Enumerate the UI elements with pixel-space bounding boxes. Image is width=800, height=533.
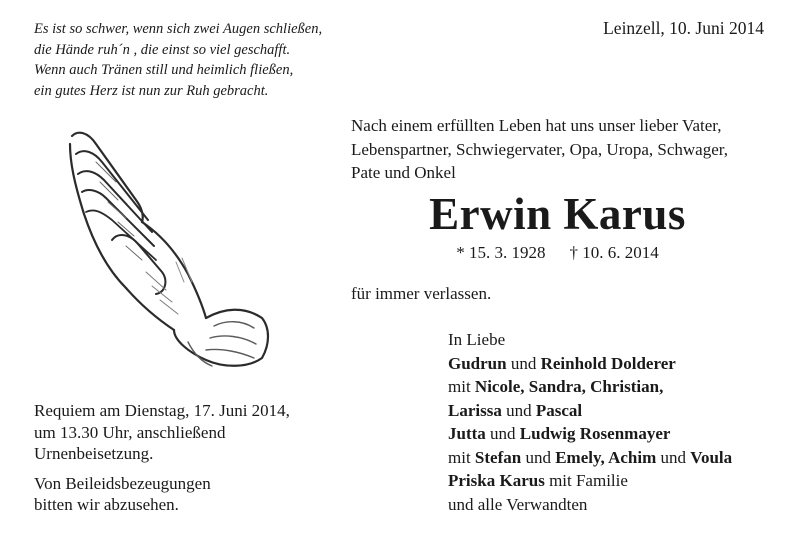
mourner-name: Emely, Achim <box>555 447 657 467</box>
mourner-line <box>448 422 788 446</box>
poem-line: ein gutes Herz ist nun zur Ruh gebracht. <box>34 82 269 99</box>
left-us-text: für immer verlassen. <box>351 284 492 303</box>
mourner-name: Pascal <box>535 400 583 420</box>
connector: und <box>656 447 691 467</box>
mourner-name: Stefan <box>474 447 522 467</box>
birth-date: * 15. 3. 1928 <box>456 243 546 262</box>
intro-text <box>351 114 781 185</box>
mourner-line <box>448 399 788 423</box>
mourner-name: Gudrun <box>448 353 507 373</box>
mourner-name: Nicole, Sandra, Christian, <box>474 377 664 396</box>
mourner-line <box>448 352 788 376</box>
mourners-list <box>448 328 788 516</box>
mourner-name: Reinhold Dolderer <box>540 353 676 373</box>
mourner-line <box>448 375 788 399</box>
poem <box>34 19 374 101</box>
connector: mit <box>448 447 475 467</box>
condolence-line: Von Beileidsbezeugungen <box>34 473 211 493</box>
condolence-line: bitten wir abzusehen. <box>34 495 179 514</box>
mourner-name: Ludwig Rosenmayer <box>519 424 671 443</box>
connector: und <box>501 400 536 420</box>
mourner-name: Jutta <box>448 424 486 443</box>
intro-line: Nach einem erfüllten Leben hat uns unser lieber Vater, <box>351 116 722 135</box>
spacer <box>34 465 344 473</box>
intro-line: Lebenspartner, Schwiegervater, Opa, Uropa, Schwager, <box>351 139 728 159</box>
mourner-name: Priska Karus <box>448 471 545 490</box>
mourner-name: Larissa <box>448 400 502 420</box>
intro-line: Pate und Onkel <box>351 163 456 182</box>
mourners-heading: In Liebe <box>448 330 506 349</box>
life-dates <box>351 243 764 263</box>
poem-line: Wenn auch Tränen still und heimlich fließen, <box>34 62 294 78</box>
mourner-line: und alle Verwandten <box>448 494 588 514</box>
connector: und <box>485 424 520 443</box>
praying-hands-icon <box>56 122 276 372</box>
requiem-line: Urnenbeisetzung. <box>34 444 154 463</box>
connector: und <box>521 447 556 467</box>
requiem-line: um 13.30 Uhr, anschließend <box>34 422 226 442</box>
mourner-line <box>448 469 788 493</box>
connector: mit <box>448 377 475 396</box>
mourner-line <box>448 446 788 470</box>
poem-line: Es ist so schwer, wenn sich zwei Augen schließen, <box>34 21 323 37</box>
connector: mit Familie <box>544 471 628 490</box>
poem-line: die Hände ruh´n , die einst so viel geschafft. <box>34 41 291 58</box>
place-date: Leinzell, 10. Juni 2014 <box>603 18 764 38</box>
death-date: † 10. 6. 2014 <box>569 243 659 262</box>
requiem-line: Requiem am Dienstag, 17. Juni 2014, <box>34 401 290 420</box>
mourner-name: Voula <box>690 447 733 467</box>
connector: und <box>506 353 541 373</box>
requiem-info <box>34 400 344 516</box>
deceased-name: Erwin Karus <box>429 189 686 239</box>
